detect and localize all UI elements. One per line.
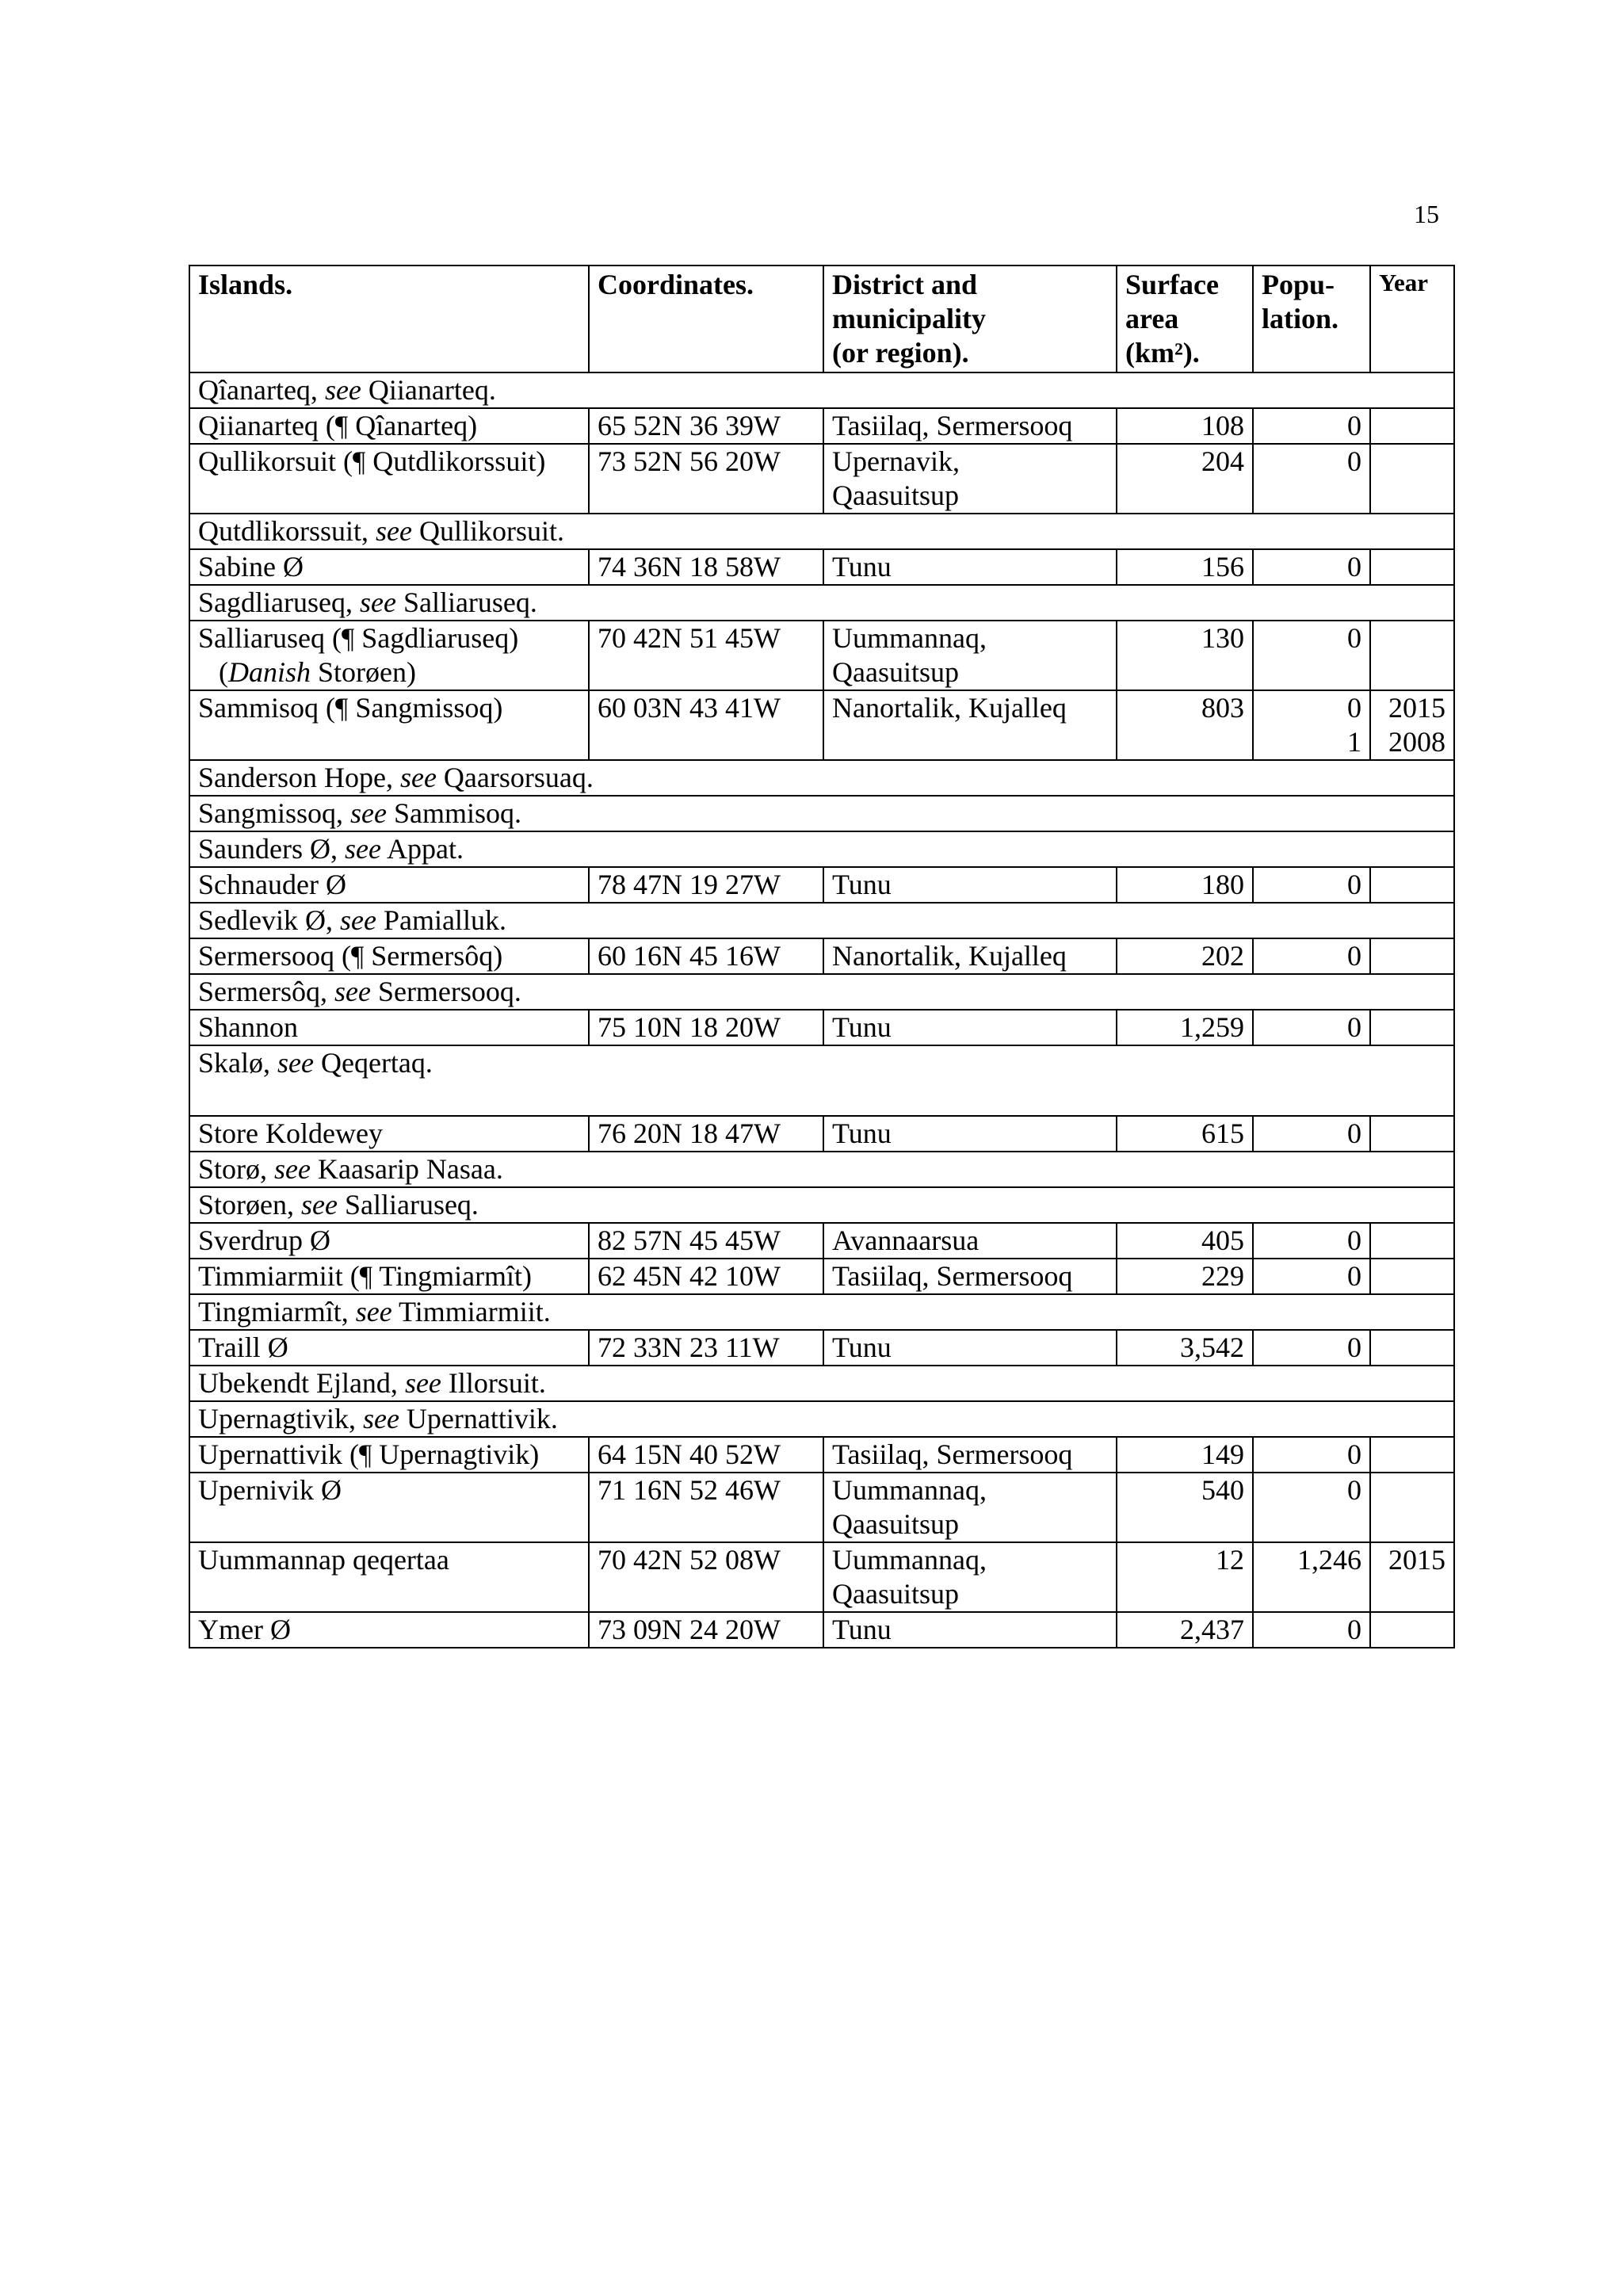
see-word: see bbox=[334, 976, 371, 1007]
coordinates-cell: 82 57N 45 45W bbox=[589, 1223, 823, 1259]
xref-target: Qaarsorsuaq. bbox=[443, 762, 594, 793]
year-cell bbox=[1370, 1473, 1454, 1542]
year-cell bbox=[1370, 1437, 1454, 1473]
population-value: 0 bbox=[1347, 1474, 1361, 1506]
surface-area-cell: 540 bbox=[1117, 1473, 1253, 1542]
population-cell bbox=[1253, 444, 1370, 514]
xref-target: Timmiarmiit. bbox=[399, 1296, 551, 1328]
table-row bbox=[189, 1612, 1454, 1648]
district-line: Qaasuitsup bbox=[832, 656, 959, 688]
xref-cell bbox=[189, 1152, 1454, 1187]
population-cell bbox=[1253, 408, 1370, 444]
xref-row bbox=[189, 514, 1454, 549]
population-cell bbox=[1253, 549, 1370, 585]
district-line: Upernavik, bbox=[832, 445, 960, 477]
table-row bbox=[189, 690, 1454, 760]
island-name: Sermersooq (¶ Sermersôq) bbox=[198, 940, 503, 972]
header-surface-line: area bbox=[1125, 303, 1179, 334]
see-word: see bbox=[274, 1153, 311, 1185]
island-name: Traill Ø bbox=[198, 1331, 288, 1363]
xref-name: Upernagtivik, bbox=[198, 1403, 356, 1435]
district-line: Uummannaq, bbox=[832, 622, 987, 654]
year-cell bbox=[1370, 444, 1454, 514]
coordinates-cell: 62 45N 42 10W bbox=[589, 1259, 823, 1294]
header-surface-area bbox=[1117, 266, 1253, 372]
xref-cell bbox=[189, 1045, 1454, 1116]
population-cell bbox=[1253, 1473, 1370, 1542]
population-value: 0 bbox=[1347, 410, 1361, 441]
xref-row bbox=[189, 585, 1454, 621]
coordinates-cell: 73 52N 56 20W bbox=[589, 444, 823, 514]
xref-target: Illorsuit. bbox=[448, 1367, 546, 1399]
header-surface-line: Surface bbox=[1125, 269, 1219, 300]
island-name-cell bbox=[189, 1542, 589, 1612]
xref-cell bbox=[189, 1187, 1454, 1223]
xref-cell bbox=[189, 974, 1454, 1010]
year-cell bbox=[1370, 867, 1454, 903]
xref-cell bbox=[189, 1401, 1454, 1437]
year-cell bbox=[1370, 690, 1454, 760]
population-value: 0 bbox=[1347, 445, 1361, 477]
district-cell bbox=[823, 1542, 1117, 1612]
header-district bbox=[823, 266, 1117, 372]
xref-row bbox=[189, 831, 1454, 867]
see-word: see bbox=[339, 904, 376, 936]
coordinates-cell: 72 33N 23 11W bbox=[589, 1330, 823, 1366]
header-islands: Islands. bbox=[189, 266, 589, 372]
surface-area-cell: 405 bbox=[1117, 1223, 1253, 1259]
xref-name: Skalø, bbox=[198, 1047, 271, 1079]
island-name: Salliaruseq (¶ Sagdliaruseq) bbox=[198, 622, 519, 654]
population-value: 1,246 bbox=[1297, 1544, 1361, 1576]
island-name-cell bbox=[189, 549, 589, 585]
population-value: 0 bbox=[1347, 1011, 1361, 1043]
year-cell bbox=[1370, 549, 1454, 585]
see-word: see bbox=[376, 515, 412, 547]
year-cell bbox=[1370, 1116, 1454, 1152]
district-line: Nanortalik, Kujalleq bbox=[832, 940, 1067, 972]
district-cell bbox=[823, 1437, 1117, 1473]
islands-table bbox=[189, 265, 1455, 1648]
surface-area-cell: 615 bbox=[1117, 1116, 1253, 1152]
xref-name: Qutdlikorssuit, bbox=[198, 515, 369, 547]
year-cell bbox=[1370, 938, 1454, 974]
xref-row bbox=[189, 903, 1454, 938]
xref-target: Kaasarip Nasaa. bbox=[317, 1153, 503, 1185]
population-value: 0 bbox=[1347, 1331, 1361, 1363]
coordinates-cell: 70 42N 51 45W bbox=[589, 621, 823, 690]
island-name-cell bbox=[189, 1473, 589, 1542]
island-name-cell bbox=[189, 1010, 589, 1045]
district-line: Qaasuitsup bbox=[832, 479, 959, 511]
header-population-line: lation. bbox=[1262, 303, 1339, 334]
xref-target: Salliaruseq. bbox=[403, 586, 537, 618]
population-cell bbox=[1253, 1116, 1370, 1152]
population-value: 0 bbox=[1347, 1117, 1361, 1149]
district-cell bbox=[823, 690, 1117, 760]
island-name: Qiianarteq (¶ Qîanarteq) bbox=[198, 410, 478, 441]
xref-target: Sammisoq. bbox=[394, 797, 522, 829]
coordinates-cell: 75 10N 18 20W bbox=[589, 1010, 823, 1045]
surface-area-cell: 149 bbox=[1117, 1437, 1253, 1473]
district-cell bbox=[823, 1116, 1117, 1152]
island-name-cell bbox=[189, 408, 589, 444]
coordinates-cell: 71 16N 52 46W bbox=[589, 1473, 823, 1542]
population-value: 0 bbox=[1347, 1438, 1361, 1470]
see-word: see bbox=[399, 762, 437, 793]
xref-name: Sermersôq, bbox=[198, 976, 327, 1007]
table-row bbox=[189, 549, 1454, 585]
xref-row bbox=[189, 974, 1454, 1010]
district-cell bbox=[823, 1612, 1117, 1648]
table-row bbox=[189, 1542, 1454, 1612]
xref-row bbox=[189, 1401, 1454, 1437]
district-line: Tunu bbox=[832, 869, 892, 900]
table-row bbox=[189, 1116, 1454, 1152]
population-value: 0 bbox=[1347, 940, 1361, 972]
xref-cell bbox=[189, 372, 1454, 408]
table-row bbox=[189, 1437, 1454, 1473]
page-number: 15 bbox=[1414, 200, 1439, 228]
population-value: 0 bbox=[1347, 1224, 1361, 1256]
island-name: Sabine Ø bbox=[198, 551, 304, 583]
island-name: Sverdrup Ø bbox=[198, 1224, 330, 1256]
surface-area-cell: 2,437 bbox=[1117, 1612, 1253, 1648]
coordinates-cell: 74 36N 18 58W bbox=[589, 549, 823, 585]
year-cell bbox=[1370, 1223, 1454, 1259]
see-word: see bbox=[344, 833, 381, 865]
xref-cell bbox=[189, 903, 1454, 938]
surface-area-cell: 3,542 bbox=[1117, 1330, 1253, 1366]
coordinates-cell: 60 03N 43 41W bbox=[589, 690, 823, 760]
district-cell bbox=[823, 1259, 1117, 1294]
district-line: Avannaarsua bbox=[832, 1224, 980, 1256]
island-name-cell bbox=[189, 1437, 589, 1473]
district-cell bbox=[823, 549, 1117, 585]
surface-area-cell: 12 bbox=[1117, 1542, 1253, 1612]
see-word: see bbox=[355, 1296, 392, 1328]
xref-name: Tingmiarmît, bbox=[198, 1296, 349, 1328]
language-tag: Danish bbox=[228, 656, 311, 688]
district-line: Nanortalik, Kujalleq bbox=[832, 692, 1067, 724]
year-cell bbox=[1370, 1010, 1454, 1045]
xref-cell bbox=[189, 514, 1454, 549]
district-line: Uummannaq, bbox=[832, 1474, 987, 1506]
district-line: Qaasuitsup bbox=[832, 1508, 959, 1540]
table-row bbox=[189, 867, 1454, 903]
population-value: 0 bbox=[1347, 622, 1361, 654]
see-word: see bbox=[301, 1189, 338, 1221]
header-population-line: Popu- bbox=[1262, 269, 1335, 300]
coordinates-cell: 64 15N 40 52W bbox=[589, 1437, 823, 1473]
island-name: Upernattivik (¶ Upernagtivik) bbox=[198, 1438, 540, 1470]
population-value: 0 bbox=[1347, 551, 1361, 583]
xref-row bbox=[189, 1187, 1454, 1223]
xref-row bbox=[189, 1152, 1454, 1187]
table-row bbox=[189, 1010, 1454, 1045]
surface-area-cell: 1,259 bbox=[1117, 1010, 1253, 1045]
island-name-cell bbox=[189, 1259, 589, 1294]
island-name: Store Koldewey bbox=[198, 1117, 383, 1149]
island-name: Uummannap qeqertaa bbox=[198, 1544, 449, 1576]
header-district-line: District and bbox=[832, 269, 977, 300]
xref-name: Sagdliaruseq, bbox=[198, 586, 353, 618]
header-year: Year bbox=[1370, 266, 1454, 372]
district-line: Tasiilaq, Sermersooq bbox=[832, 1260, 1073, 1292]
island-name-cell bbox=[189, 1223, 589, 1259]
district-cell bbox=[823, 938, 1117, 974]
see-word: see bbox=[404, 1367, 441, 1399]
district-line: Qaasuitsup bbox=[832, 1578, 959, 1610]
island-name-cell bbox=[189, 444, 589, 514]
coordinates-cell: 65 52N 36 39W bbox=[589, 408, 823, 444]
xref-target: Sermersooq. bbox=[377, 976, 521, 1007]
island-name-cell bbox=[189, 690, 589, 760]
xref-row bbox=[189, 1366, 1454, 1401]
island-name: Upernivik Ø bbox=[198, 1474, 342, 1506]
population-cell bbox=[1253, 690, 1370, 760]
table-row bbox=[189, 1223, 1454, 1259]
xref-name: Qîanarteq, bbox=[198, 374, 318, 406]
surface-area-cell: 803 bbox=[1117, 690, 1253, 760]
xref-target: Pamialluk. bbox=[383, 904, 506, 936]
district-cell bbox=[823, 1473, 1117, 1542]
district-line: Tunu bbox=[832, 551, 892, 583]
surface-area-cell: 180 bbox=[1117, 867, 1253, 903]
district-line: Tasiilaq, Sermersooq bbox=[832, 1438, 1073, 1470]
xref-target: Appat. bbox=[386, 833, 464, 865]
table-row bbox=[189, 621, 1454, 690]
island-name: Timmiarmiit (¶ Tingmiarmît) bbox=[198, 1260, 533, 1292]
xref-row bbox=[189, 1045, 1454, 1116]
surface-area-cell: 202 bbox=[1117, 938, 1253, 974]
year-value: 2015 bbox=[1388, 1544, 1445, 1576]
population-value: 1 bbox=[1347, 726, 1361, 758]
header-row bbox=[189, 266, 1454, 372]
header-surface-line: (km²). bbox=[1125, 337, 1200, 369]
population-cell bbox=[1253, 1010, 1370, 1045]
coordinates-cell: 70 42N 52 08W bbox=[589, 1542, 823, 1612]
district-line: Tunu bbox=[832, 1011, 892, 1043]
xref-row bbox=[189, 372, 1454, 408]
xref-name: Saunders Ø, bbox=[198, 833, 338, 865]
xref-row bbox=[189, 796, 1454, 831]
coordinates-cell: 60 16N 45 16W bbox=[589, 938, 823, 974]
district-cell bbox=[823, 1223, 1117, 1259]
coordinates-cell: 73 09N 24 20W bbox=[589, 1612, 823, 1648]
district-cell bbox=[823, 1010, 1117, 1045]
district-line: Uummannaq, bbox=[832, 1544, 987, 1576]
xref-row bbox=[189, 760, 1454, 796]
year-cell bbox=[1370, 1330, 1454, 1366]
xref-target: Upernattivik. bbox=[406, 1403, 558, 1435]
district-line: Tunu bbox=[832, 1117, 892, 1149]
xref-target: Qeqertaq. bbox=[320, 1047, 433, 1079]
island-name-cell bbox=[189, 1116, 589, 1152]
xref-cell bbox=[189, 1366, 1454, 1401]
xref-cell bbox=[189, 831, 1454, 867]
year-cell bbox=[1370, 621, 1454, 690]
header-population bbox=[1253, 266, 1370, 372]
district-cell bbox=[823, 444, 1117, 514]
see-word: see bbox=[277, 1047, 314, 1079]
xref-cell bbox=[189, 796, 1454, 831]
population-cell bbox=[1253, 867, 1370, 903]
xref-cell bbox=[189, 585, 1454, 621]
xref-name: Storø, bbox=[198, 1153, 268, 1185]
population-value: 0 bbox=[1347, 692, 1361, 724]
coordinates-cell: 78 47N 19 27W bbox=[589, 867, 823, 903]
year-value: 2008 bbox=[1388, 726, 1445, 758]
danish-name: Storøen) bbox=[318, 656, 416, 688]
xref-cell bbox=[189, 760, 1454, 796]
table-row bbox=[189, 1259, 1454, 1294]
xref-name: Sedlevik Ø, bbox=[198, 904, 333, 936]
district-line: Tunu bbox=[832, 1331, 892, 1363]
xref-target: Qullikorsuit. bbox=[418, 515, 564, 547]
table-row bbox=[189, 408, 1454, 444]
population-value: 0 bbox=[1347, 1614, 1361, 1645]
island-name-cell bbox=[189, 867, 589, 903]
see-word: see bbox=[359, 586, 396, 618]
island-name: Qullikorsuit (¶ Qutdlikorssuit) bbox=[198, 445, 546, 477]
population-cell bbox=[1253, 1223, 1370, 1259]
surface-area-cell: 229 bbox=[1117, 1259, 1253, 1294]
surface-area-cell: 204 bbox=[1117, 444, 1253, 514]
xref-row bbox=[189, 1294, 1454, 1330]
island-name: Schnauder Ø bbox=[198, 869, 346, 900]
population-cell bbox=[1253, 1330, 1370, 1366]
coordinates-cell: 76 20N 18 47W bbox=[589, 1116, 823, 1152]
surface-area-cell: 130 bbox=[1117, 621, 1253, 690]
table-row bbox=[189, 1473, 1454, 1542]
see-word: see bbox=[324, 374, 361, 406]
xref-target: Salliaruseq. bbox=[344, 1189, 479, 1221]
population-cell bbox=[1253, 1612, 1370, 1648]
population-cell bbox=[1253, 1259, 1370, 1294]
header-district-line: (or region). bbox=[832, 337, 969, 369]
year-value: 2015 bbox=[1388, 692, 1445, 724]
surface-area-cell: 156 bbox=[1117, 549, 1253, 585]
district-cell bbox=[823, 867, 1117, 903]
year-cell bbox=[1370, 1259, 1454, 1294]
xref-name: Ubekendt Ejland, bbox=[198, 1367, 398, 1399]
header-coordinates: Coordinates. bbox=[589, 266, 823, 372]
year-cell bbox=[1370, 1542, 1454, 1612]
xref-name: Storøen, bbox=[198, 1189, 294, 1221]
population-value: 0 bbox=[1347, 1260, 1361, 1292]
island-name-cell bbox=[189, 938, 589, 974]
header-district-line: municipality bbox=[832, 303, 987, 334]
district-cell bbox=[823, 1330, 1117, 1366]
xref-cell bbox=[189, 1294, 1454, 1330]
xref-name: Sangmissoq, bbox=[198, 797, 344, 829]
table-row bbox=[189, 444, 1454, 514]
island-name: Shannon bbox=[198, 1011, 298, 1043]
table-body bbox=[189, 372, 1454, 1648]
table-row bbox=[189, 938, 1454, 974]
see-word: see bbox=[362, 1403, 399, 1435]
island-name-cell bbox=[189, 621, 589, 690]
district-line: Tunu bbox=[832, 1614, 892, 1645]
population-cell bbox=[1253, 621, 1370, 690]
xref-name: Sanderson Hope, bbox=[198, 762, 393, 793]
island-name-cell bbox=[189, 1330, 589, 1366]
district-cell bbox=[823, 408, 1117, 444]
year-cell bbox=[1370, 408, 1454, 444]
island-name: Sammisoq (¶ Sangmissoq) bbox=[198, 692, 503, 724]
population-value: 0 bbox=[1347, 869, 1361, 900]
table-row bbox=[189, 1330, 1454, 1366]
year-cell bbox=[1370, 1612, 1454, 1648]
island-name: Ymer Ø bbox=[198, 1614, 291, 1645]
district-cell bbox=[823, 621, 1117, 690]
island-name-extra: (Danish Storøen) bbox=[219, 656, 416, 688]
xref-target: Qiianarteq. bbox=[368, 374, 496, 406]
population-cell bbox=[1253, 1437, 1370, 1473]
district-line: Tasiilaq, Sermersooq bbox=[832, 410, 1073, 441]
see-word: see bbox=[350, 797, 387, 829]
population-cell bbox=[1253, 1542, 1370, 1612]
surface-area-cell: 108 bbox=[1117, 408, 1253, 444]
population-cell bbox=[1253, 938, 1370, 974]
island-name-cell bbox=[189, 1612, 589, 1648]
